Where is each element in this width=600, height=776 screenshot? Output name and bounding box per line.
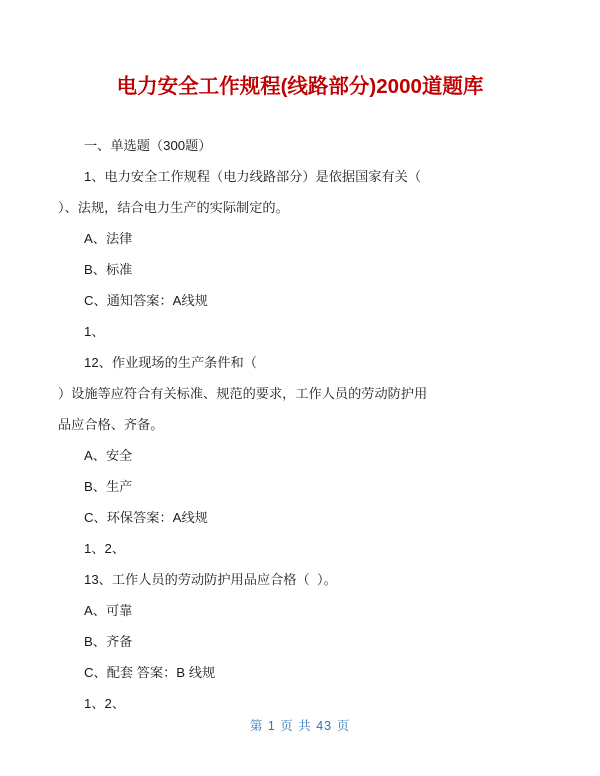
paragraph: A、可靠	[84, 602, 133, 618]
paragraph: B、齐备	[84, 633, 133, 649]
page-footer: 第 1 页 共 43 页	[249, 719, 351, 733]
paragraph: 1、2、	[84, 540, 126, 556]
paragraph: 一、单选题（300题）	[84, 137, 212, 153]
paragraph: B、生产	[84, 478, 133, 494]
paragraph: 1、	[84, 323, 105, 339]
paragraph: 13、工作人员的劳动防护用品应合格（ ）。	[84, 571, 337, 587]
paragraph: 1、2、	[84, 695, 126, 711]
paragraph: C、配套 答案：B 线规	[84, 664, 216, 680]
paragraph: A、安全	[84, 447, 133, 463]
paragraph: C、环保答案：A线规	[84, 509, 208, 525]
paragraph: C、通知答案：A线规	[84, 292, 208, 308]
paragraph: 1、电力安全工作规程（电力线路部分）是依据国家有关（	[84, 168, 422, 184]
paragraph: ）、法规，结合电力生产的实际制定的。	[58, 199, 289, 215]
paragraph: 品应合格、齐备。	[58, 416, 164, 432]
paragraph: 12、作业现场的生产条件和（	[84, 354, 257, 370]
paragraph: ）设施等应符合有关标准、规范的要求，工作人员的劳动防护用	[58, 385, 428, 401]
document-body	[0, 130, 600, 719]
paragraph: A、法律	[84, 230, 133, 246]
paragraph: B、标准	[84, 261, 133, 277]
document-title: 电力安全工作规程(线路部分)2000道题库	[116, 75, 484, 98]
